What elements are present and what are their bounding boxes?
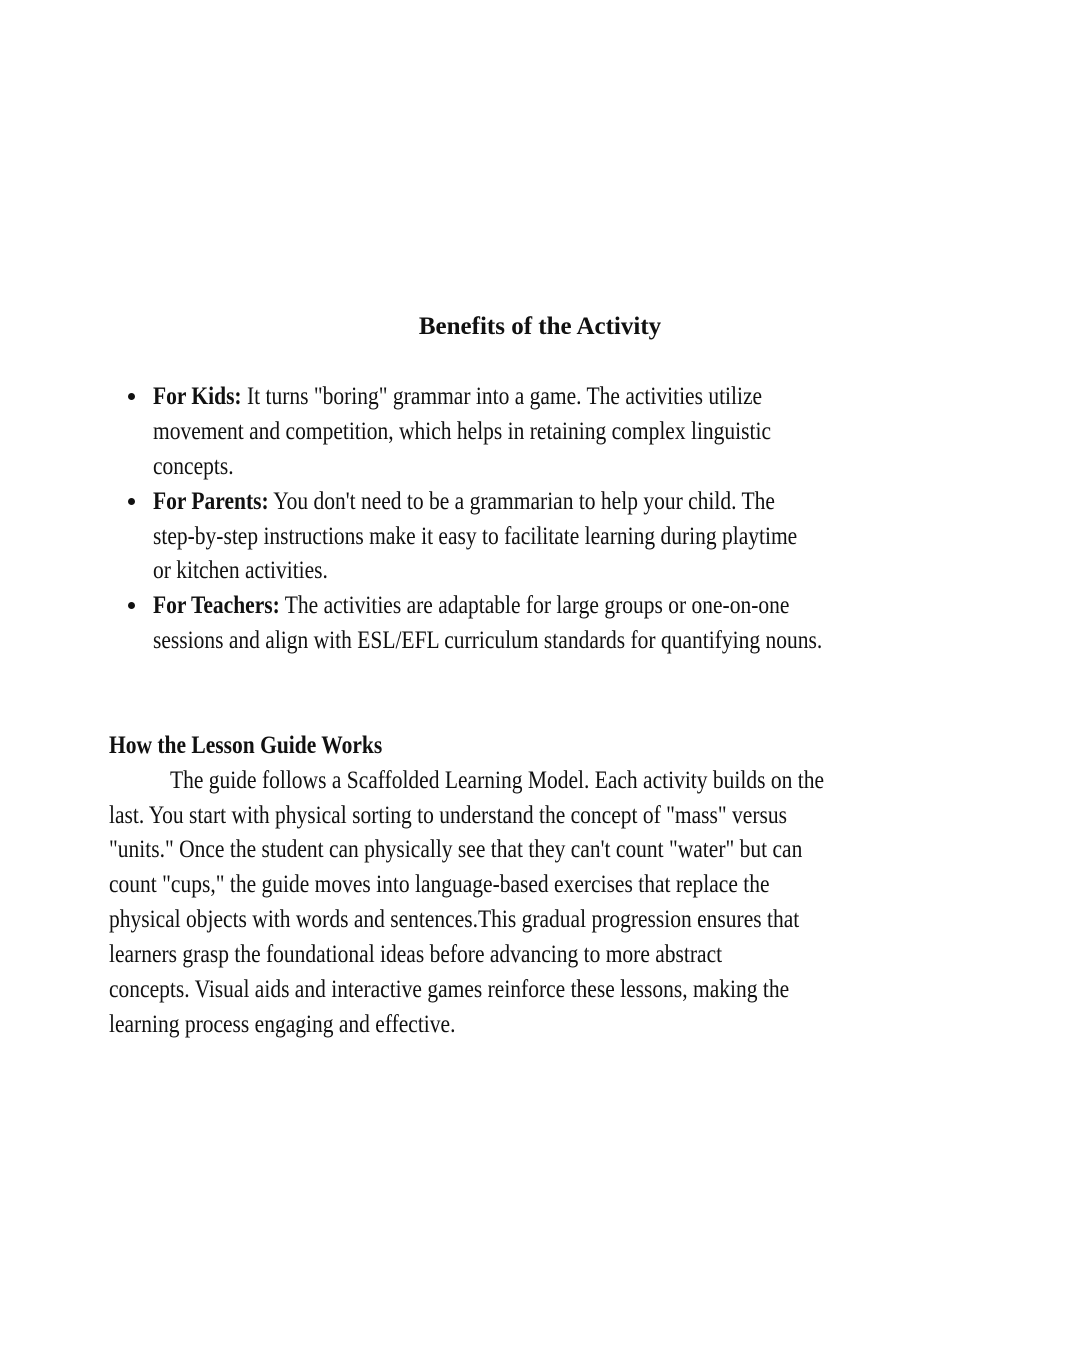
paragraph-line: concepts. Visual aids and interactive games reinforce these lessons, making the (109, 976, 790, 1003)
item-text: or kitchen activities. (153, 557, 328, 584)
item-text: sessions and align with ESL/EFL curriculum standards for quantifying nouns. (153, 627, 823, 654)
paragraph-line: last. You start with physical sorting to understand the concept of "mass" versus (109, 802, 788, 829)
section-heading-how-it-works: How the Lesson Guide Works (109, 732, 383, 759)
paragraph-line: "units." Once the student can physically see that they can't count "water" but can (109, 836, 803, 863)
item-text: concepts. (153, 453, 234, 480)
item-text: You don't need to be a grammarian to help your child. The (268, 488, 775, 515)
item-label: For Teachers: (153, 592, 280, 619)
item-label: For Parents: (153, 488, 269, 515)
item-label: For Kids: (153, 383, 242, 410)
item-text: It turns "boring" grammar into a game. The activities utilize (241, 383, 763, 410)
bullet-icon (128, 602, 135, 609)
item-text: movement and competition, which helps in retaining complex linguistic (153, 418, 772, 445)
item-text: step-by-step instructions make it easy to facilitate learning during playtime (153, 523, 798, 550)
paragraph-line: physical objects with words and sentences.This gradual progression ensures that (109, 906, 800, 933)
item-text: The activities are adaptable for large groups or one-on-one (279, 592, 790, 619)
bullet-icon (128, 393, 135, 400)
paragraph-line: count "cups," the guide moves into language-based exercises that replace the (109, 871, 770, 898)
section-title-benefits: Benefits of the Activity (418, 313, 662, 340)
paragraph-line: learning process engaging and effective. (109, 1011, 456, 1038)
bullet-icon (128, 498, 135, 505)
paragraph-line: learners grasp the foundational ideas before advancing to more abstract (109, 941, 723, 968)
paragraph-line: The guide follows a Scaffolded Learning Model. Each activity builds on the (170, 767, 824, 794)
